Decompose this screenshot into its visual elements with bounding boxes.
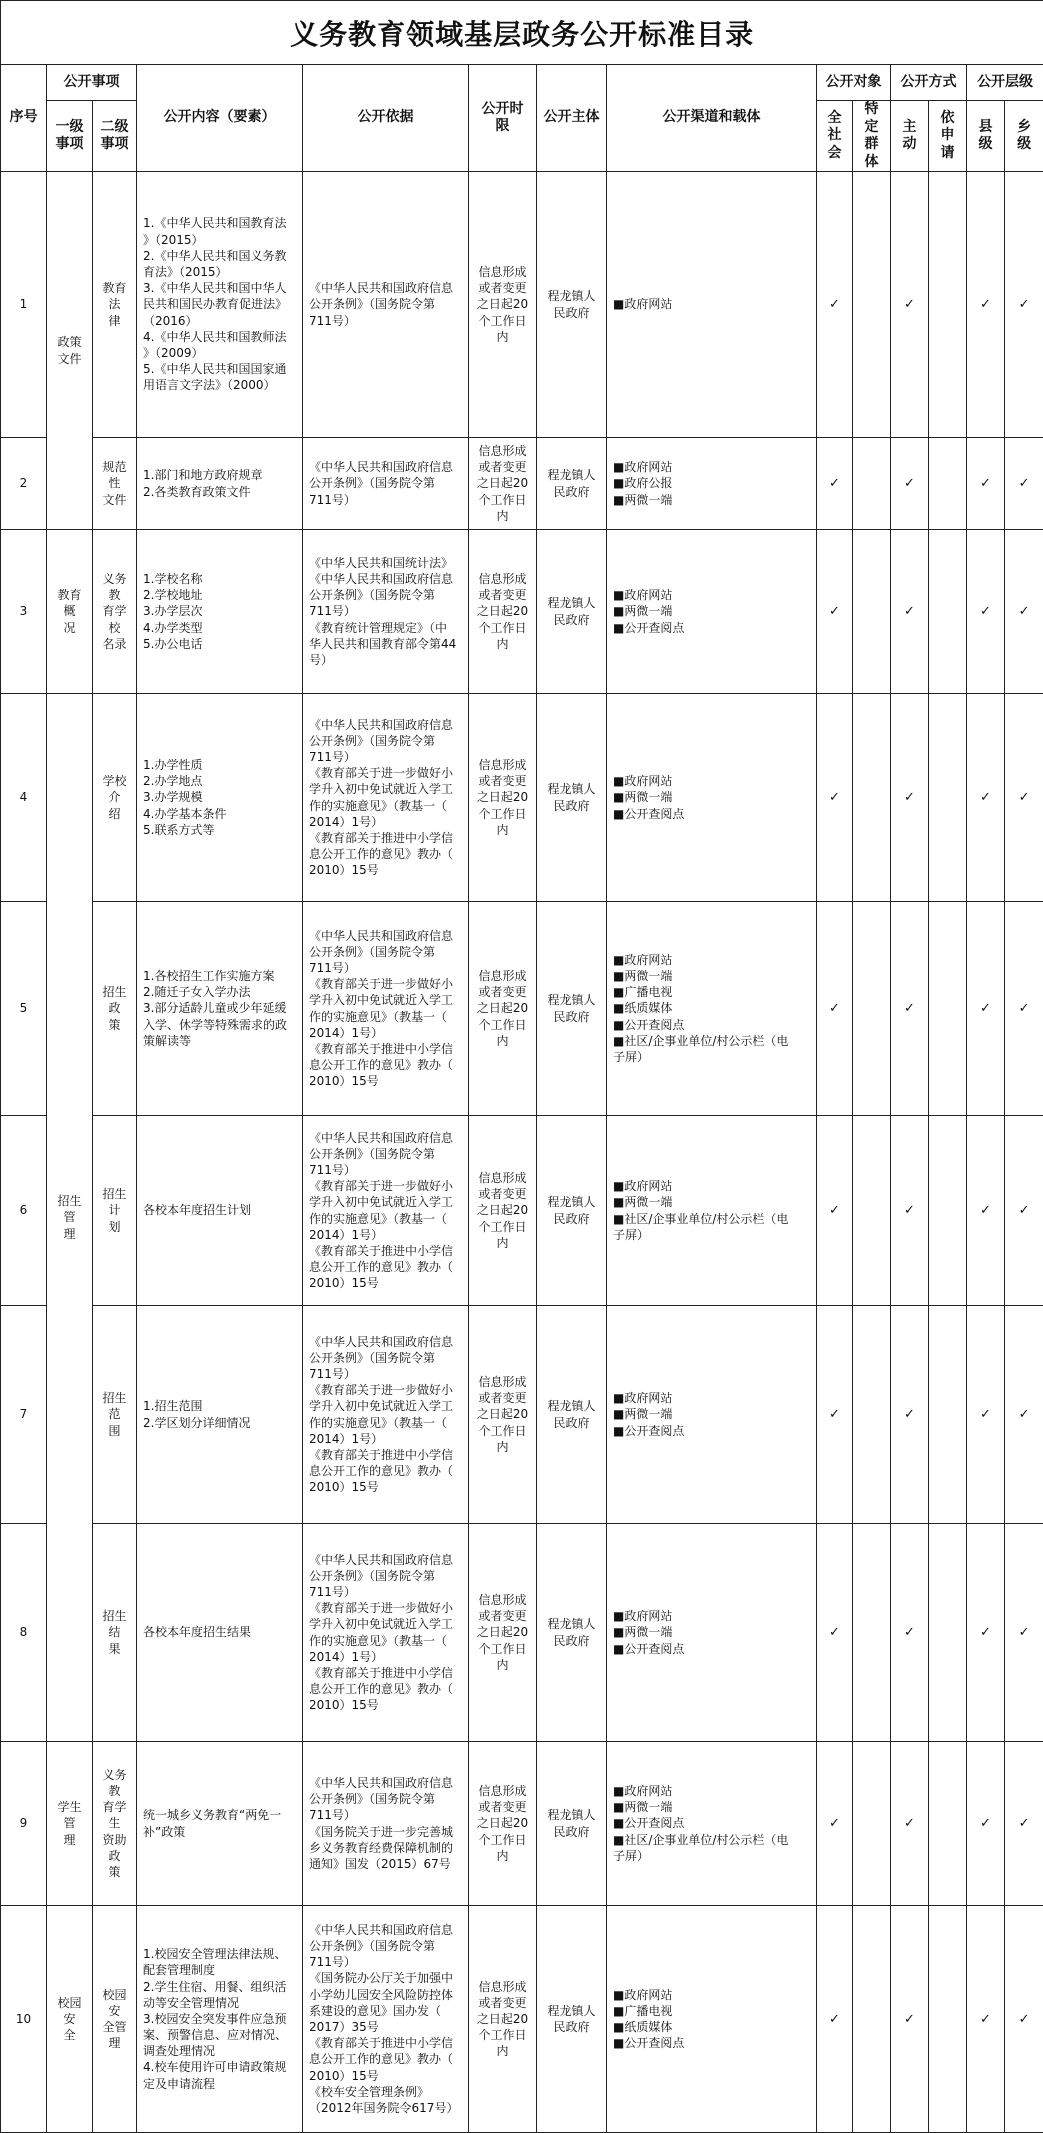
row-seq: 3 (1, 530, 47, 694)
check-mark-icon (829, 790, 840, 805)
check-mark-icon (904, 2012, 915, 2027)
disclosure-time: 信息形成 或者变更 之日起20 个工作日 内 (469, 530, 537, 694)
disclosure-basis: 《中华人民共和国政府信息 公开条例》（国务院令第 711号） 《教育部关于进一步做好小 学升入初中免试就近入学工 作的实施意见》（教基一（ 2014）1号） 《教育部关于推进中小学信 息公开工作的意见》教办（ 2010）15号 (303, 694, 469, 902)
mark-method-active (891, 1524, 929, 1742)
table-row (1, 1116, 1043, 1306)
level2-item: 义务教 育学校 名录 (93, 530, 137, 694)
disclosure-time: 信息形成 或者变更 之日起20 个工作日 内 (469, 172, 537, 438)
mark-target-all (817, 902, 853, 1116)
mark-level-township (1005, 1906, 1043, 2133)
mark-target-specific (853, 438, 891, 530)
mark-method-active (891, 1906, 929, 2133)
header-subject: 公开主体 (537, 65, 607, 172)
level1-item: 学生管 理 (47, 1742, 93, 1906)
header-method-request: 依申 请 (929, 101, 967, 172)
row-seq: 7 (1, 1306, 47, 1524)
disclosure-channel: ■政府网站 ■两微一端 ■广播电视 ■纸质媒体 ■公开查阅点 ■社区/企事业单位/村公示栏（电 子屏） (607, 902, 817, 1116)
row-seq: 9 (1, 1742, 47, 1906)
header-level1: 一级 事项 (47, 101, 93, 172)
header-seq: 序号 (1, 65, 47, 172)
mark-method-request (929, 1742, 967, 1906)
mark-target-specific (853, 1116, 891, 1306)
mark-method-active (891, 694, 929, 902)
document-title: 义务教育领域基层政务公开标准目录 (1, 1, 1043, 65)
check-mark-icon (980, 1001, 991, 1016)
table-row (1, 694, 1043, 902)
disclosure-channel: ■政府网站 ■两微一端 ■公开查阅点 (607, 694, 817, 902)
check-mark-icon (904, 1407, 915, 1422)
mark-level-county (967, 1116, 1005, 1306)
disclosure-content: 1.各校招生工作实施方案 2.随迁子女入学办法 3.部分适龄儿童或少年延缓 入学、休学等特殊需求的政 策解读等 (137, 902, 303, 1116)
mark-method-request (929, 1306, 967, 1524)
disclosure-basis: 《中华人民共和国政府信息 公开条例》（国务院令第 711号） (303, 438, 469, 530)
disclosure-time: 信息形成 或者变更 之日起20 个工作日 内 (469, 1906, 537, 2133)
header-content: 公开内容（要素） (137, 65, 303, 172)
mark-target-specific (853, 694, 891, 902)
check-mark-icon (829, 297, 840, 312)
level2-item: 义务教 育学生 资助政 策 (93, 1742, 137, 1906)
disclosure-subject: 程龙镇人 民政府 (537, 902, 607, 1116)
disclosure-subject: 程龙镇人 民政府 (537, 438, 607, 530)
header-basis: 公开依据 (303, 65, 469, 172)
disclosure-subject: 程龙镇人 民政府 (537, 530, 607, 694)
check-mark-icon (1019, 476, 1030, 491)
disclosure-time: 信息形成 或者变更 之日起20 个工作日 内 (469, 438, 537, 530)
mark-target-all (817, 694, 853, 902)
disclosure-basis: 《中华人民共和国政府信息 公开条例》（国务院令第 711号） 《国务院办公厅关于加强中 小学幼儿园安全风险防控体 系建设的意见》国办发（ 2017）35号 《教育部关于推进中小学信 息公开工作的意见》教办（ 2010）15号 《校车安全管理条例》 （2012年国务院令617号） (303, 1906, 469, 2133)
header-time: 公开时限 (469, 65, 537, 172)
mark-target-all (817, 172, 853, 438)
disclosure-subject: 程龙镇人 民政府 (537, 1742, 607, 1906)
check-mark-icon (1019, 2012, 1030, 2027)
mark-target-specific (853, 902, 891, 1116)
disclosure-content: 各校本年度招生结果 (137, 1524, 303, 1742)
check-mark-icon (829, 476, 840, 491)
check-mark-icon (829, 1203, 840, 1218)
mark-method-request (929, 530, 967, 694)
mark-target-all (817, 1116, 853, 1306)
check-mark-icon (904, 790, 915, 805)
table-row (1, 438, 1043, 530)
level1-item: 校园安 全 (47, 1906, 93, 2133)
disclosure-content: 1.部门和地方政府规章 2.各类教育政策文件 (137, 438, 303, 530)
mark-method-active (891, 1306, 929, 1524)
mark-method-active (891, 438, 929, 530)
level2-item: 招生范 围 (93, 1306, 137, 1524)
disclosure-channel: ■政府网站 ■两微一端 ■公开查阅点 ■社区/企事业单位/村公示栏（电 子屏） (607, 1742, 817, 1906)
check-mark-icon (1019, 1407, 1030, 1422)
check-mark-icon (980, 1816, 991, 1831)
check-mark-icon (980, 2012, 991, 2027)
mark-method-active (891, 902, 929, 1116)
level2-item: 招生结 果 (93, 1524, 137, 1742)
check-mark-icon (829, 604, 840, 619)
title-row (1, 1, 1043, 65)
disclosure-basis: 《中华人民共和国政府信息 公开条例》（国务院令第 711号） (303, 172, 469, 438)
check-mark-icon (1019, 297, 1030, 312)
disclosure-basis: 《中华人民共和国政府信息 公开条例》（国务院令第 711号） 《教育部关于进一步做好小 学升入初中免试就近入学工 作的实施意见》（教基一（ 2014）1号） 《教育部关于推进中小学信 息公开工作的意见》教办（ 2010）15号 (303, 1306, 469, 1524)
level2-item: 招生计 划 (93, 1116, 137, 1306)
mark-level-township (1005, 172, 1043, 438)
disclosure-basis: 《中华人民共和国政府信息 公开条例》（国务院令第 711号） 《教育部关于进一步做好小 学升入初中免试就近入学工 作的实施意见》（教基一（ 2014）1号） 《教育部关于推进中小学信 息公开工作的意见》教办（ 2010）15号 (303, 1116, 469, 1306)
mark-level-county (967, 1524, 1005, 1742)
row-seq: 6 (1, 1116, 47, 1306)
check-mark-icon (904, 1816, 915, 1831)
disclosure-subject: 程龙镇人 民政府 (537, 1524, 607, 1742)
disclosure-subject: 程龙镇人 民政府 (537, 1306, 607, 1524)
header-method: 公开方式 (891, 65, 967, 101)
check-mark-icon (829, 1816, 840, 1831)
mark-method-request (929, 1906, 967, 2133)
disclosure-channel: ■政府网站 ■两微一端 ■公开查阅点 (607, 1306, 817, 1524)
check-mark-icon (829, 1001, 840, 1016)
header-target-all: 全社 会 (817, 101, 853, 172)
mark-level-county (967, 438, 1005, 530)
table-row (1, 1306, 1043, 1524)
mark-method-active (891, 1742, 929, 1906)
mark-method-request (929, 1116, 967, 1306)
mark-level-county (967, 902, 1005, 1116)
mark-method-request (929, 172, 967, 438)
disclosure-subject: 程龙镇人 民政府 (537, 1116, 607, 1306)
check-mark-icon (904, 1625, 915, 1640)
level1-item: 政策文件 (47, 172, 93, 530)
table-row (1, 1742, 1043, 1906)
header-level-county: 县级 (967, 101, 1005, 172)
mark-target-specific (853, 530, 891, 694)
check-mark-icon (904, 604, 915, 619)
disclosure-time: 信息形成 或者变更 之日起20 个工作日 内 (469, 1116, 537, 1306)
check-mark-icon (829, 1407, 840, 1422)
mark-target-all (817, 1906, 853, 2133)
disclosure-time: 信息形成 或者变更 之日起20 个工作日 内 (469, 902, 537, 1116)
disclosure-content: 1.招生范围 2.学区划分详细情况 (137, 1306, 303, 1524)
disclosure-channel: ■政府网站 ■两微一端 ■社区/企事业单位/村公示栏（电 子屏） (607, 1116, 817, 1306)
disclosure-time: 信息形成 或者变更 之日起20 个工作日 内 (469, 694, 537, 902)
mark-level-county (967, 1306, 1005, 1524)
disclosure-channel: ■政府网站 ■政府公报 ■两微一端 (607, 438, 817, 530)
header-level2: 二级 事项 (93, 101, 137, 172)
disclosure-channel: ■政府网站 (607, 172, 817, 438)
table-row (1, 1524, 1043, 1742)
level2-item: 学校介 绍 (93, 694, 137, 902)
mark-level-county (967, 694, 1005, 902)
disclosure-content: 1.校园安全管理法律法规、 配套管理制度 2.学生住宿、用餐、组织活 动等安全管理情况 3.校园安全突发事件应急预 案、预警信息、应对情况、 调查处理情况 4.校车使用许可申请政策规 定及申请流程 (137, 1906, 303, 2133)
disclosure-channel: ■政府网站 ■广播电视 ■纸质媒体 ■公开查阅点 (607, 1906, 817, 2133)
disclosure-subject: 程龙镇人 民政府 (537, 694, 607, 902)
disclosure-basis: 《中华人民共和国政府信息 公开条例》（国务院令第 711号） 《国务院关于进一步完善城 乡义务教育经费保障机制的 通知》国发（2015）67号 (303, 1742, 469, 1906)
table-row (1, 1906, 1043, 2133)
level2-item: 教育法 律 (93, 172, 137, 438)
level2-item: 校园安 全管理 (93, 1906, 137, 2133)
disclosure-basis: 《中华人民共和国政府信息 公开条例》（国务院令第 711号） 《教育部关于进一步做好小 学升入初中免试就近入学工 作的实施意见》（教基一（ 2014）1号） 《教育部关于推进中小学信 息公开工作的意见》教办（ 2010）15号 (303, 1524, 469, 1742)
check-mark-icon (1019, 1625, 1030, 1640)
disclosure-content: 统一城乡义务教育“两免一 补”政策 (137, 1742, 303, 1906)
disclosure-subject: 程龙镇人 民政府 (537, 172, 607, 438)
row-seq: 4 (1, 694, 47, 902)
level1-item: 教育概 况 (47, 530, 93, 694)
mark-method-request (929, 1524, 967, 1742)
mark-level-township (1005, 438, 1043, 530)
mark-level-township (1005, 694, 1043, 902)
mark-level-township (1005, 1306, 1043, 1524)
mark-level-township (1005, 902, 1043, 1116)
check-mark-icon (904, 297, 915, 312)
header-target: 公开对象 (817, 65, 891, 101)
header-level: 公开层级 (967, 65, 1043, 101)
check-mark-icon (980, 476, 991, 491)
mark-method-request (929, 902, 967, 1116)
mark-target-specific (853, 1306, 891, 1524)
mark-method-active (891, 1116, 929, 1306)
header-channel: 公开渠道和载体 (607, 65, 817, 172)
disclosure-content: 1.《中华人民共和国教育法 》（2015） 2.《中华人民共和国义务教 育法》（2015） 3.《中华人民共和国中华人 民共和国民办教育促进法》 （2016） 4.《中华人民共和国教师法 》（2009） 5.《中华人民共和国国家通 用语言文字法》（2000） (137, 172, 303, 438)
check-mark-icon (980, 1625, 991, 1640)
level1-item: 招生管 理 (47, 694, 93, 1742)
disclosure-basis: 《中华人民共和国统计法》 《中华人民共和国政府信息 公开条例》（国务院令第 711号） 《教育统计管理规定》（中 华人民共和国教育部令第44 号） (303, 530, 469, 694)
mark-target-all (817, 438, 853, 530)
row-seq: 2 (1, 438, 47, 530)
mark-target-specific (853, 172, 891, 438)
row-seq: 5 (1, 902, 47, 1116)
check-mark-icon (980, 790, 991, 805)
mark-target-specific (853, 1524, 891, 1742)
row-seq: 8 (1, 1524, 47, 1742)
mark-level-township (1005, 1116, 1043, 1306)
disclosure-time: 信息形成 或者变更 之日起20 个工作日 内 (469, 1306, 537, 1524)
table-row (1, 172, 1043, 438)
mark-target-all (817, 1524, 853, 1742)
disclosure-content: 1.办学性质 2.办学地点 3.办学规模 4.办学基本条件 5.联系方式等 (137, 694, 303, 902)
check-mark-icon (1019, 1001, 1030, 1016)
check-mark-icon (980, 1407, 991, 1422)
row-seq: 1 (1, 172, 47, 438)
disclosure-content: 1.学校名称 2.学校地址 3.办学层次 4.办学类型 5.办公电话 (137, 530, 303, 694)
header-target-specific: 特定 群体 (853, 101, 891, 172)
check-mark-icon (1019, 790, 1030, 805)
disclosure-time: 信息形成 或者变更 之日起20 个工作日 内 (469, 1524, 537, 1742)
check-mark-icon (904, 1001, 915, 1016)
check-mark-icon (829, 1625, 840, 1640)
check-mark-icon (1019, 604, 1030, 619)
check-mark-icon (980, 297, 991, 312)
check-mark-icon (904, 476, 915, 491)
mark-level-township (1005, 1524, 1043, 1742)
mark-level-county (967, 172, 1005, 438)
mark-level-county (967, 530, 1005, 694)
table-row (1, 530, 1043, 694)
disclosure-time: 信息形成 或者变更 之日起20 个工作日 内 (469, 1742, 537, 1906)
mark-level-township (1005, 530, 1043, 694)
check-mark-icon (829, 2012, 840, 2027)
disclosure-subject: 程龙镇人 民政府 (537, 1906, 607, 2133)
level2-item: 规范性 文件 (93, 438, 137, 530)
mark-method-active (891, 172, 929, 438)
mark-target-specific (853, 1742, 891, 1906)
disclosure-channel: ■政府网站 ■两微一端 ■公开查阅点 (607, 530, 817, 694)
mark-level-county (967, 1742, 1005, 1906)
header-row-1 (1, 65, 1043, 101)
check-mark-icon (1019, 1816, 1030, 1831)
disclosure-channel: ■政府网站 ■两微一端 ■公开查阅点 (607, 1524, 817, 1742)
check-mark-icon (904, 1203, 915, 1218)
mark-level-county (967, 1906, 1005, 2133)
mark-method-active (891, 530, 929, 694)
mark-target-all (817, 1742, 853, 1906)
header-method-active: 主动 (891, 101, 929, 172)
disclosure-content: 各校本年度招生计划 (137, 1116, 303, 1306)
table-row (1, 902, 1043, 1116)
mark-target-all (817, 530, 853, 694)
disclosure-basis: 《中华人民共和国政府信息 公开条例》（国务院令第 711号） 《教育部关于进一步做好小 学升入初中免试就近入学工 作的实施意见》（教基一（ 2014）1号） 《教育部关于推进中小学信 息公开工作的意见》教办（ 2010）15号 (303, 902, 469, 1116)
header-level-township: 乡级 (1005, 101, 1043, 172)
header-items: 公开事项 (47, 65, 137, 101)
level2-item: 招生政 策 (93, 902, 137, 1116)
check-mark-icon (1019, 1203, 1030, 1218)
mark-method-request (929, 694, 967, 902)
mark-target-specific (853, 1906, 891, 2133)
mark-target-all (817, 1306, 853, 1524)
row-seq: 10 (1, 1906, 47, 2133)
mark-level-township (1005, 1742, 1043, 1906)
check-mark-icon (980, 604, 991, 619)
check-mark-icon (980, 1203, 991, 1218)
mark-method-request (929, 438, 967, 530)
